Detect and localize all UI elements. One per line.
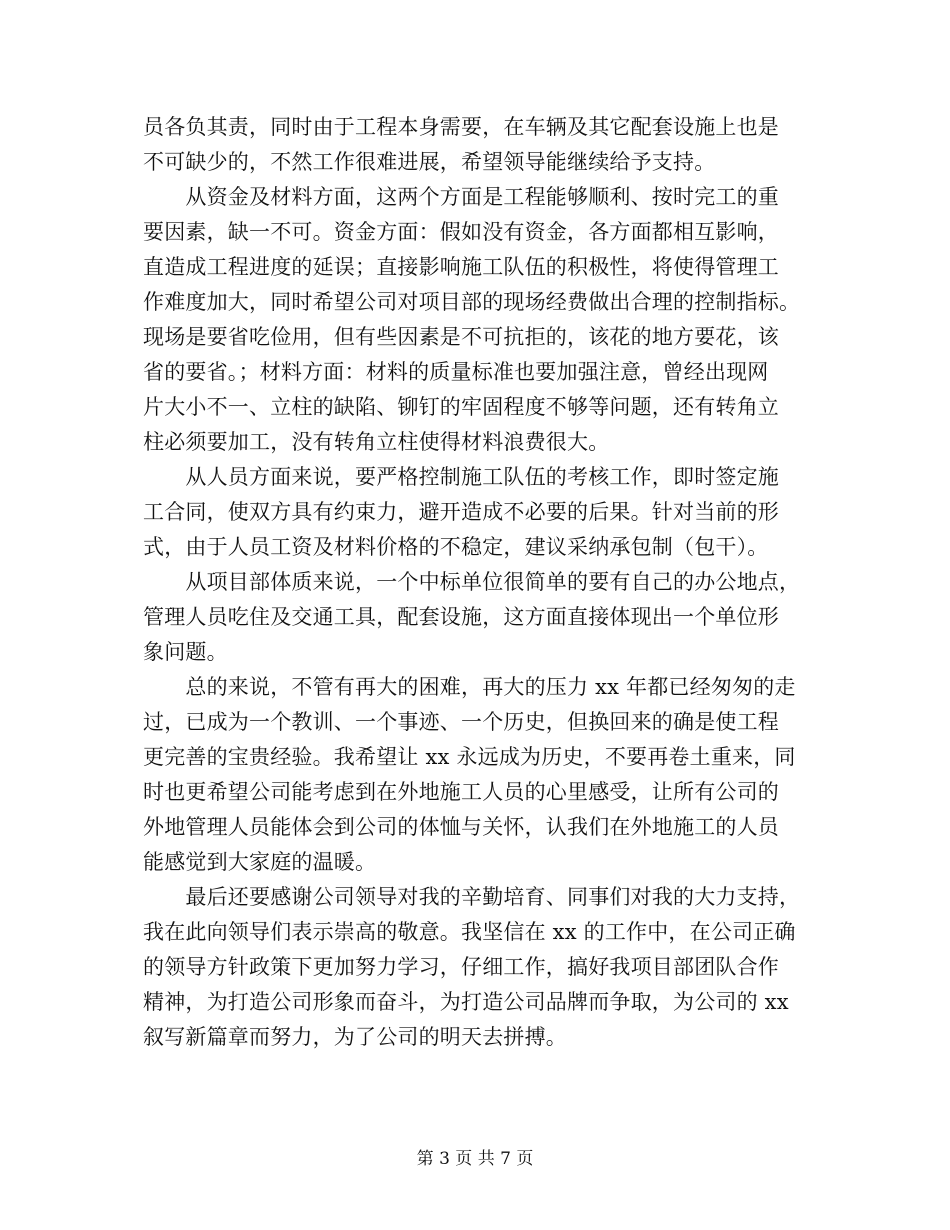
text-line: 时也更希望公司能考虑到在外地施工人员的心里感受，让所有公司的 <box>143 780 779 804</box>
text-line: 现场是要省吃俭用，但有些因素是不可抗拒的，该花的地方要花，该 <box>143 325 779 349</box>
text-line: 精神，为打造公司形象而奋斗，为打造公司品牌而争取，为公司的 xx <box>143 990 789 1014</box>
text-line: 不可缺少的，不然工作很难进展，希望领导能继续给予支持。 <box>143 150 716 174</box>
text-line: 象问题。 <box>143 640 228 664</box>
text-line: 员各负其责，同时由于工程本身需要，在车辆及其它配套设施上也是 <box>143 115 779 139</box>
text-line: 更完善的宝贵经验。我希望让 xx 永远成为历史，不要再卷土重来，同 <box>143 745 796 769</box>
paragraph-summary: 总的来说，不管有再大的困难，再大的压力 xx 年都已经匆匆的走 <box>143 675 796 699</box>
paragraph-thanks: 最后还要感谢公司领导对我的辛勤培育、同事们对我的大力支持， <box>143 885 801 909</box>
paragraph-project-department: 从项目部体质来说，一个中标单位很简单的要有自己的办公地点， <box>143 570 801 594</box>
paragraph-personnel: 从人员方面来说，要严格控制施工队伍的考核工作，即时签定施 <box>143 465 779 489</box>
text-line: 式，由于人员工资及材料价格的不稳定，建议采纳承包制（包干）。 <box>143 535 769 559</box>
text-line: 我在此向领导们表示崇高的敬意。我坚信在 xx 的工作中，在公司正确 <box>143 920 796 944</box>
page-number-footer: 第 3 页 共 7 页 <box>416 1149 534 1169</box>
text-line: 管理人员吃住及交通工具，配套设施，这方面直接体现出一个单位形 <box>143 605 779 629</box>
text-line: 片大小不一、立柱的缺陷、铆钉的牢固程度不够等问题，还有转角立 <box>143 395 779 419</box>
paragraph-capital-materials: 从资金及材料方面，这两个方面是工程能够顺利、按时完工的重 <box>143 185 779 209</box>
text-line: 要因素，缺一不可。资金方面：假如没有资金，各方面都相互影响， <box>143 220 779 244</box>
text-line: 叙写新篇章而努力，为了公司的明天去拼搏。 <box>143 1025 567 1049</box>
text-line: 外地管理人员能体会到公司的体恤与关怀，认我们在外地施工的人员 <box>143 815 779 839</box>
text-line: 直造成工程进度的延误；直接影响施工队伍的积极性，将使得管理工 <box>143 255 779 279</box>
text-line: 的领导方针政策下更加努力学习，仔细工作，搞好我项目部团队合作 <box>143 955 779 979</box>
text-line: 柱必须要加工，没有转角立柱使得材料浪费很大。 <box>143 430 610 454</box>
text-line: 作难度加大，同时希望公司对项目部的现场经费做出合理的控制指标。 <box>143 290 801 314</box>
text-line: 省的要省。；材料方面：材料的质量标准也要加强注意，曾经出现网 <box>143 360 769 384</box>
text-line: 能感觉到大家庭的温暖。 <box>143 850 377 874</box>
text-line: 过，已成为一个教训、一个事迹、一个历史，但换回来的确是使工程 <box>143 710 779 734</box>
text-line: 工合同，使双方具有约束力，避开造成不必要的后果。针对当前的形 <box>143 500 779 524</box>
